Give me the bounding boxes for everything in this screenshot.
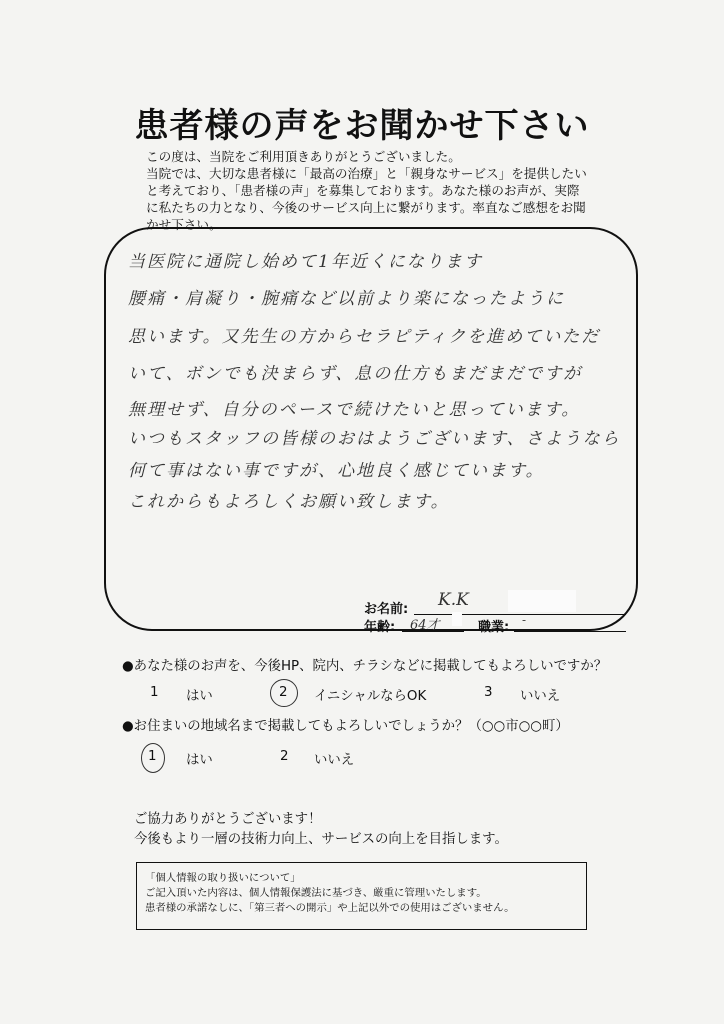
handwritten-line: いて、ボンでも決まらず、息の仕方もまだまだですが (128, 364, 583, 384)
handwritten-line: 腰痛・肩凝り・腕痛など以前より楽になったように (128, 289, 565, 309)
question-2: ●お住まいの地域名まで掲載してもよろしいでしょうか？（○○市○○町） (122, 719, 569, 734)
q1-option-2-label[interactable]: イニシャルならOK (314, 689, 427, 704)
job-value[interactable]: - (522, 613, 527, 627)
handwritten-line: いつもスタッフの皆様のおはようございます、さようなら (128, 429, 621, 449)
age-underline (402, 631, 464, 632)
intro-line: に私たちの力となり、今後のサービス向上に繋がります。率直なご感想をお聞 (146, 200, 586, 215)
intro-line: この度は、当院をご利用頂きありがとうございました。 (146, 149, 461, 164)
name-underline (414, 614, 626, 615)
thanks-line: ご協力ありがとうございます！ (134, 812, 322, 827)
privacy-heading: 「個人情報の取り扱いについて」 (145, 872, 301, 884)
redaction-patch (452, 612, 462, 626)
privacy-line: ご記入頂いた内容は、個人情報保護法に基づき、厳重に管理いたします。 (145, 887, 487, 899)
question-1: ●あなた様のお声を、今後HP、院内、チラシなどに掲載してもよろしいですか？ (122, 659, 608, 674)
handwritten-line: 当医院に通院し始めて1年近くになります (128, 252, 483, 272)
q1-option-1-number[interactable]: 1 (150, 685, 159, 700)
intro-line: かせ下さい。 (146, 217, 222, 232)
q1-option-3-label[interactable]: いいえ (520, 689, 561, 704)
handwritten-line: 無理せず、自分のペースで続けたいと思っています。 (128, 400, 581, 420)
job-underline (514, 631, 626, 632)
age-label: 年齢: (364, 620, 396, 635)
thanks-line: 今後もより一層の技術力向上、サービスの向上を目指します。 (134, 832, 508, 847)
q1-option-1-label[interactable]: はい (186, 689, 213, 704)
q2-option-1-number[interactable]: 1 (148, 749, 157, 764)
q1-option-2-number[interactable]: 2 (279, 685, 288, 700)
intro-line: 当院では、大切な患者様に「最高の治療」と「親身なサービス」を提供したい (146, 166, 587, 181)
intro-line: と考えており、「患者様の声」を募集しております。あなた様のお声が、実際 (146, 183, 580, 198)
page-title: 患者様の声をお聞かせ下さい (134, 106, 590, 146)
handwritten-line: 何て事はない事ですが、心地良く感じています。 (128, 461, 545, 481)
q1-option-3-number[interactable]: 3 (484, 685, 493, 700)
handwritten-line: これからもよろしくお願い致します。 (128, 492, 450, 512)
name-value[interactable]: K.K (438, 590, 469, 610)
q2-option-2-number[interactable]: 2 (280, 749, 289, 764)
name-label: お名前: (364, 602, 409, 617)
intro-text (146, 148, 606, 233)
privacy-notice (136, 862, 587, 930)
q2-option-1-label[interactable]: はい (186, 753, 213, 768)
handwritten-line: 思います。又先生の方からセラピティクを進めていただ (128, 327, 601, 347)
job-label: 職業: (478, 620, 510, 635)
age-value[interactable]: 64才 (410, 618, 440, 633)
q2-option-2-label[interactable]: いいえ (314, 753, 355, 768)
redaction-patch (508, 590, 576, 612)
privacy-line: 患者様の承諾なしに、「第三者への開示」や上記以外での使用はございません。 (145, 902, 515, 914)
